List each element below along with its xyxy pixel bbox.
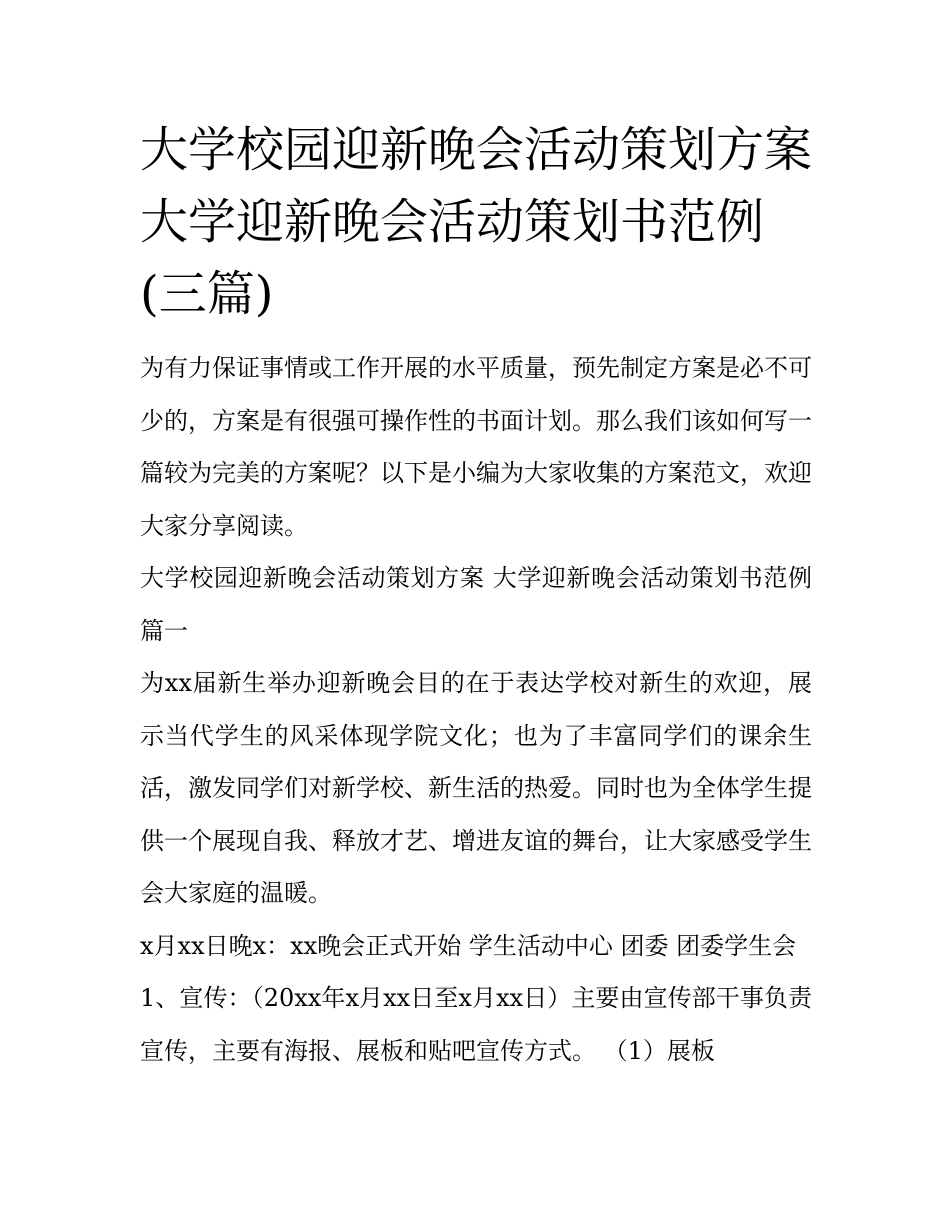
document-body — [140, 114, 812, 1077]
purpose-paragraph: 为xx届新生举办迎新晚会目的在于表达学校对新生的欢迎，展示当代学生的风采体现学院文化；也为了丰富同学们的课余生活，激发同学们对新学校、新生活的热爱。同时也为全体学生提供一个展现自我、释放才艺、增进友谊的舞台，让大家感受学生会大家庭的温暖。 — [140, 669, 812, 907]
publicity-paragraph: 1、宣传：（20xx年x月xx日至x月xx日）主要由宣传部干事负责宣传，主要有海报、展板和贴吧宣传方式。 （1）展板 — [140, 984, 812, 1065]
section-heading: 大学校园迎新晚会活动策划方案 大学迎新晚会活动策划书范例篇一 — [140, 564, 812, 645]
intro-paragraph: 为有力保证事情或工作开展的水平质量，预先制定方案是必不可少的，方案是有很强可操作性的书面计划。那么我们该如何写一篇较为完美的方案呢？以下是小编为大家收集的方案范文，欢迎大家分享阅读。 — [140, 354, 812, 540]
document-title: 大学校园迎新晚会活动策划方案 大学迎新晚会活动策划书范例(三篇) — [140, 122, 813, 322]
schedule-paragraph: x月xx日晚x：xx晚会正式开始 学生活动中心 团委 团委学生会 — [140, 931, 797, 960]
